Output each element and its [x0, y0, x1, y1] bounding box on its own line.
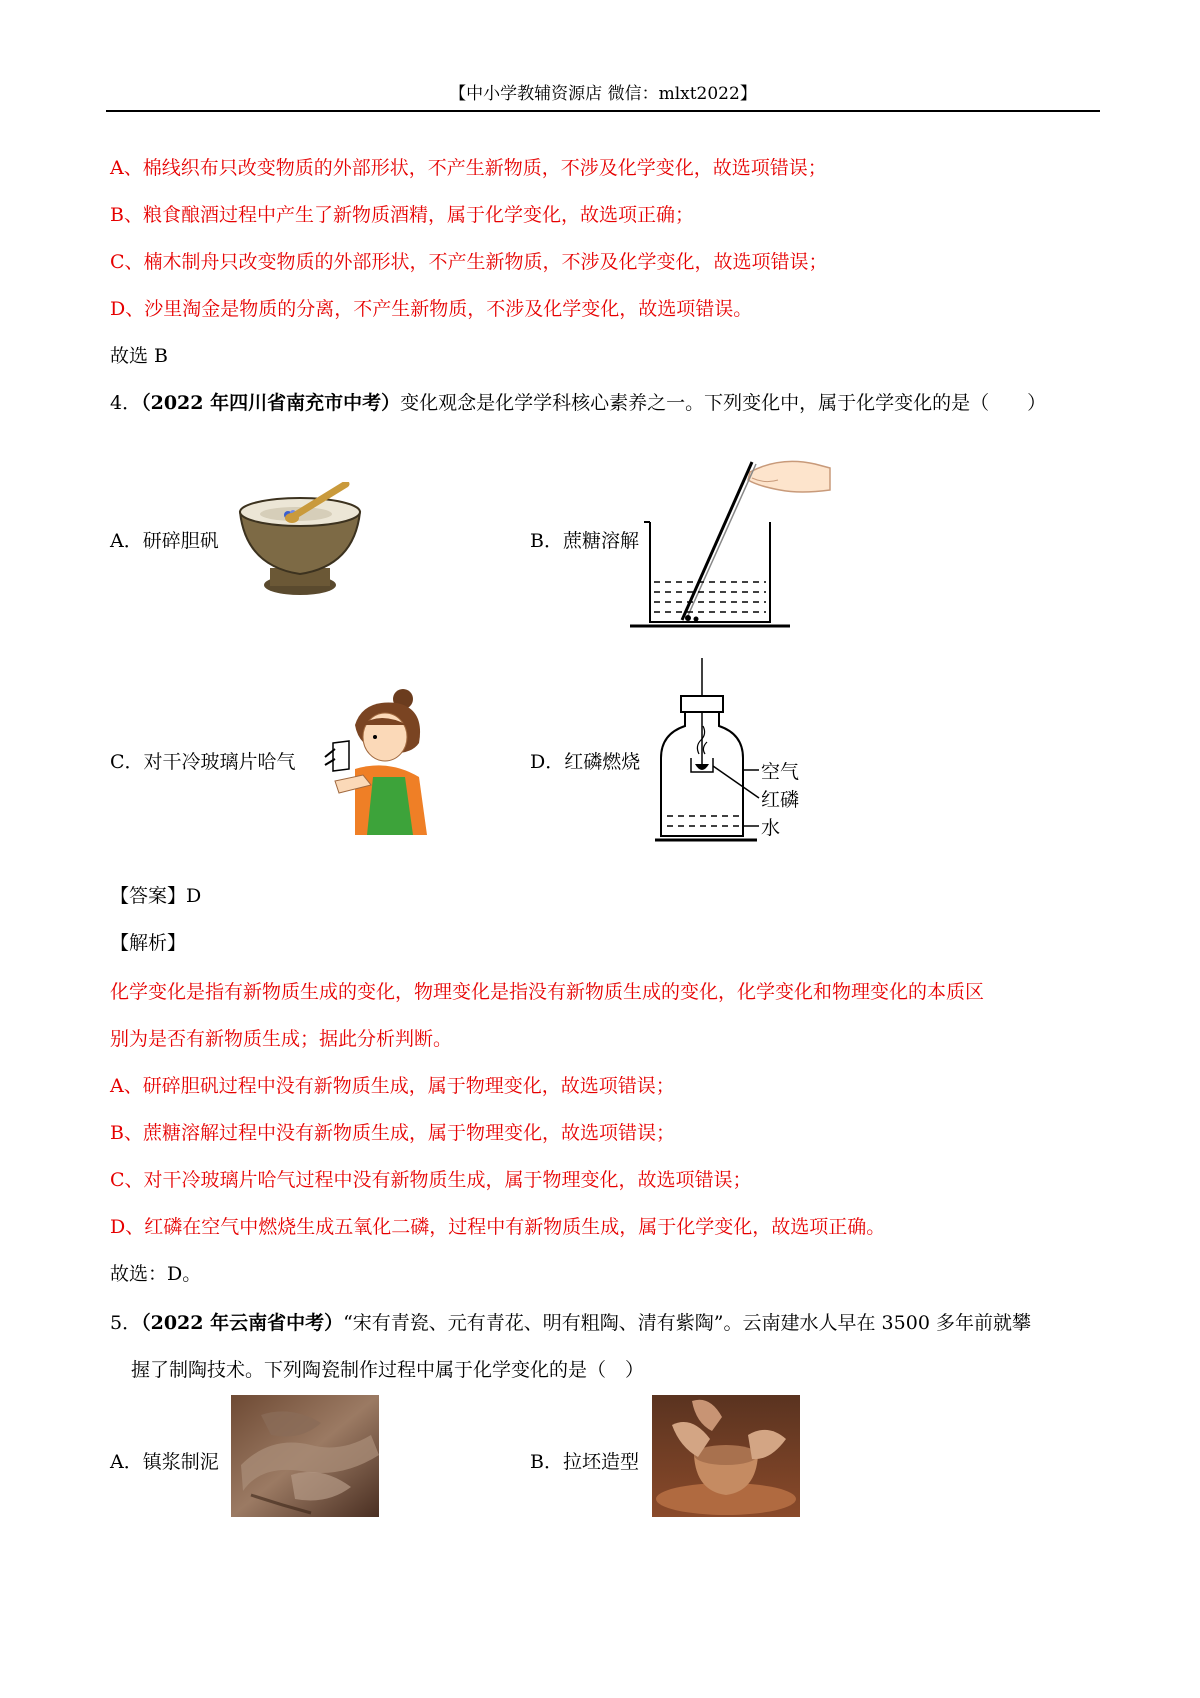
prev-solution-line-a: A、棉线织布只改变物质的外部形状，不产生新物质，不涉及化学变化，故选项错误；: [110, 157, 827, 179]
q5-source: （2022 年云南省中考）: [141, 1312, 344, 1334]
q4-option-d: D．红磷燃烧: [530, 751, 641, 773]
mortar-pestle-image: [236, 482, 364, 600]
analysis-line-2: 别为是否有新物质生成；据此分析判断。: [110, 1028, 453, 1050]
analysis-label: 【解析】: [110, 932, 187, 954]
q4-option-a: A．研碎胆矾: [110, 530, 219, 552]
q4-source: （2022 年四川省南充市中考）: [141, 392, 401, 414]
clay-kneading-photo: [231, 1395, 379, 1517]
pottery-throwing-photo: [652, 1395, 800, 1517]
beaker-stirring-image: [630, 450, 835, 630]
q5-option-a: A．镇浆制泥: [110, 1451, 219, 1473]
q4-stem-line: [110, 389, 1046, 417]
q5-stem-line-2: 握了制陶技术。下列陶瓷制作过程中属于化学变化的是（ ）: [131, 1359, 645, 1381]
q5-stem-line-1: [110, 1309, 1031, 1337]
analysis-line-d: D、红磷在空气中燃烧生成五氧化二磷，过程中有新物质生成，属于化学变化，故选项正确。: [110, 1216, 886, 1238]
analysis-line-1: 化学变化是指有新物质生成的变化，物理变化是指没有新物质生成的变化，化学变化和物理变化的本质区: [110, 981, 985, 1003]
analysis-line-b: B、蔗糖溶解过程中没有新物质生成，属于物理变化，故选项错误；: [110, 1122, 675, 1144]
prev-solution-line-c: C、楠木制舟只改变物质的外部形状，不产生新物质，不涉及化学变化，故选项错误；: [110, 251, 828, 273]
apparatus-label-air: 空气: [761, 761, 800, 783]
answer-label: 【答案】: [110, 885, 187, 907]
q4-answer: [110, 882, 201, 910]
analysis-line-a: A、研碎胆矾过程中没有新物质生成，属于物理变化，故选项错误；: [110, 1075, 675, 1097]
page-header: 【中小学教辅资源店 微信：mlxt2022】: [449, 84, 757, 104]
q5-stem-1: “宋有青瓷、元有青花、明有粗陶、清有紫陶”。云南建水人早在 3500 多年前就攀: [343, 1312, 1031, 1334]
apparatus-label-water: 水: [761, 817, 781, 839]
analysis-line-c: C、对干冷玻璃片哈气过程中没有新物质生成，属于物理变化，故选项错误；: [110, 1169, 752, 1191]
girl-breathing-image: [315, 685, 435, 835]
q4-option-b: B．蔗糖溶解: [530, 530, 639, 552]
q5-number: 5．: [110, 1312, 142, 1334]
prev-solution-line-b: B、粮食酿酒过程中产生了新物质酒精，属于化学变化，故选项正确；: [110, 204, 694, 226]
apparatus-label-phosphorus: 红磷: [761, 789, 800, 811]
q4-conclusion: 故选：D。: [110, 1263, 202, 1285]
red-phosphorus-apparatus-image: [655, 658, 815, 848]
prev-solution-line-d: D、沙里淘金是物质的分离，不产生新物质，不涉及化学变化，故选项错误。: [110, 298, 753, 320]
q5-option-b: B．拉坯造型: [530, 1451, 639, 1473]
q4-option-c: C．对干冷玻璃片哈气: [110, 751, 296, 773]
header-rule: [106, 110, 1100, 112]
prev-conclusion: 故选 B: [110, 345, 169, 367]
answer-value: D: [186, 885, 202, 907]
q4-stem: 变化观念是化学学科核心素养之一。下列变化中，属于化学变化的是（ ）: [400, 392, 1047, 414]
q4-number: 4．: [110, 392, 142, 414]
